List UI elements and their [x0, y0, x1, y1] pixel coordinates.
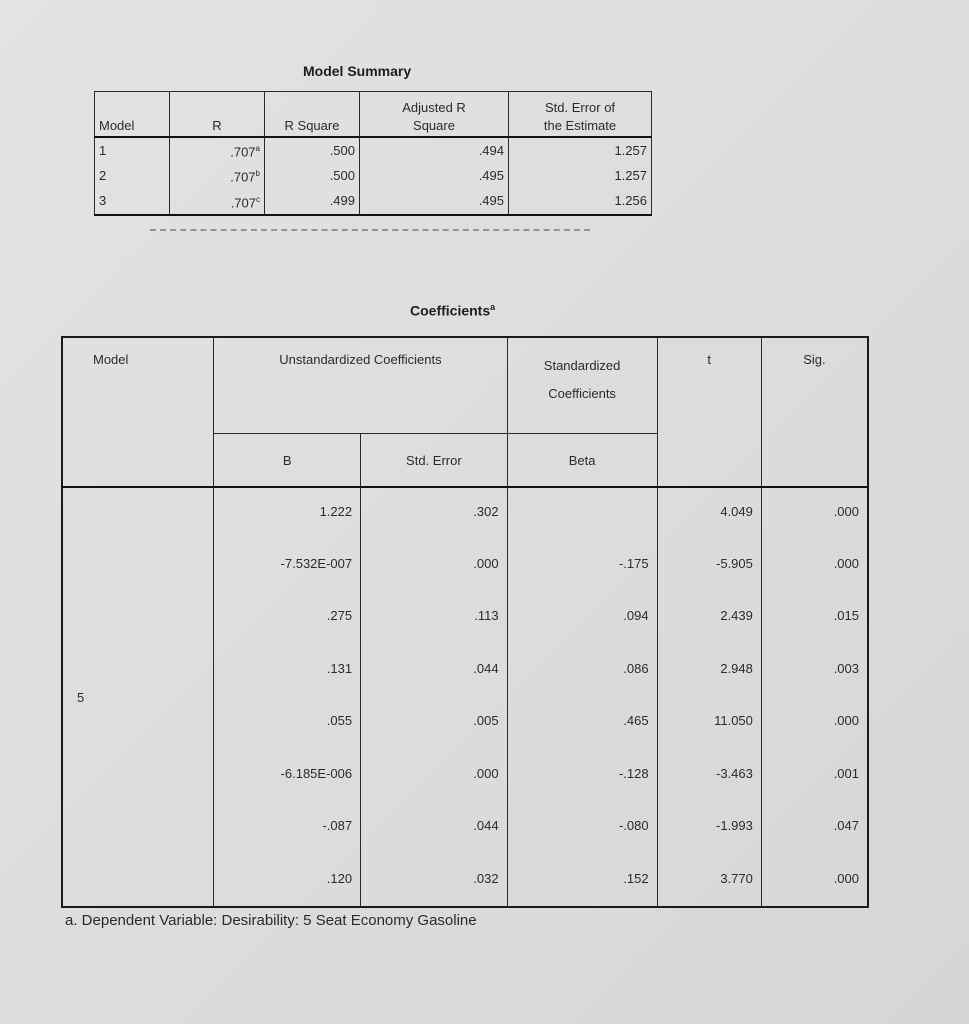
header-std-error-estimate: [509, 92, 652, 138]
coef-header-unstandardized: [214, 337, 507, 434]
coef-header-standardized-line2: Coefficients: [548, 386, 616, 401]
coef-t-cell: -1.993: [657, 802, 761, 855]
coef-se-cell: .302: [361, 487, 508, 540]
coef-t-cell: 11.050: [657, 697, 761, 750]
header-std-error-line1: Std. Error of: [544, 100, 616, 115]
model-summary-row: [95, 137, 652, 163]
ms-model-cell: 2: [95, 163, 170, 188]
ms-r-value: .707: [230, 169, 256, 185]
coef-b-cell: .275: [214, 592, 361, 645]
coef-sig-cell: .000: [761, 487, 868, 540]
coef-sig-cell: .001: [761, 750, 868, 803]
header-model: [95, 92, 170, 138]
coef-beta-cell: -.128: [507, 750, 657, 803]
ms-adj-cell: .495: [360, 163, 509, 188]
model-summary-title: Model Summary: [303, 63, 412, 79]
dependent-variable-footnote: a. Dependent Variable: Desirability: 5 Seat Economy Gasoline: [65, 912, 477, 929]
ms-r-value: .707: [230, 144, 256, 160]
header-adjusted-r-square-line2: Square: [413, 118, 455, 133]
coefficients-title-text: Coefficients: [410, 302, 491, 319]
coef-b-cell: .120: [214, 855, 361, 908]
coef-header-std-error-label: Std. Error: [406, 452, 462, 468]
coef-beta-cell: -.080: [507, 802, 657, 855]
coef-header-beta: [507, 434, 657, 488]
ms-r-value: .707: [230, 194, 256, 210]
coef-header-unstandardized-label: Unstandardized Coefficients: [279, 352, 442, 367]
coef-beta-cell: .086: [507, 645, 657, 698]
coef-se-cell: .005: [361, 697, 508, 750]
coef-beta-cell: .152: [507, 855, 657, 908]
ms-model-cell: 3: [95, 189, 170, 215]
coef-beta-cell: .094: [507, 592, 657, 645]
ms-model-cell: 1: [95, 137, 170, 163]
coef-header-beta-label: Beta: [568, 452, 596, 468]
coef-b-cell: -6.185E-006: [214, 750, 361, 803]
coef-header-model: [62, 337, 214, 487]
coef-header-standardized: [507, 337, 657, 434]
coef-header-row-1: [62, 337, 868, 434]
coef-se-cell: .044: [361, 802, 508, 855]
coef-t-cell: 2.948: [657, 645, 761, 698]
coef-b-cell: .055: [214, 697, 361, 750]
ms-r-square-cell: .499: [265, 189, 360, 215]
coef-beta-cell: [507, 487, 657, 540]
ms-r-footnote-mark: c: [256, 194, 260, 204]
coef-se-cell: .113: [361, 592, 508, 645]
model-summary-header-row: [95, 92, 652, 138]
ms-r-footnote-mark: a: [255, 144, 260, 153]
header-adjusted-r-square: [360, 92, 509, 138]
coef-header-standardized-line1: Standardized: [543, 358, 621, 373]
ms-adj-cell: .495: [360, 189, 509, 215]
coefficients-title-footnote-mark: a: [490, 302, 496, 312]
ms-r-cell: [170, 189, 265, 215]
header-r-square-label: R Square: [284, 118, 340, 133]
coef-beta-cell: -.175: [507, 540, 657, 593]
coef-header-b-label: B: [282, 452, 292, 468]
coef-b-cell: -7.532E-007: [214, 540, 361, 593]
coef-se-cell: .032: [361, 855, 508, 908]
header-std-error-line2: the Estimate: [543, 118, 617, 133]
coef-t-cell: 2.439: [657, 592, 761, 645]
header-adjusted-r-square-line1: Adjusted R: [402, 100, 466, 115]
ms-r-cell: [170, 163, 265, 188]
ms-r-square-cell: .500: [265, 163, 360, 188]
ms-se-cell: 1.257: [509, 137, 652, 163]
coef-se-cell: .000: [361, 540, 508, 593]
coef-sig-cell: .000: [761, 697, 868, 750]
coef-b-cell: .131: [214, 645, 361, 698]
ms-se-cell: 1.256: [509, 189, 652, 215]
header-r-label: R: [212, 118, 222, 133]
coef-t-cell: -5.905: [657, 540, 761, 593]
coef-t-cell: 3.770: [657, 855, 761, 908]
coef-sig-cell: .000: [761, 540, 868, 593]
model-summary-row: [95, 163, 652, 188]
coef-sig-cell: .003: [761, 645, 868, 698]
coefficients-table: [61, 336, 869, 908]
coef-b-cell: 1.222: [214, 487, 361, 540]
coefficients-title: [410, 302, 495, 319]
coef-header-sig: [761, 337, 868, 487]
ms-r-square-cell: .500: [265, 137, 360, 163]
ms-se-cell: 1.257: [509, 163, 652, 188]
coef-header-t: [657, 337, 761, 487]
coef-header-b: [214, 434, 361, 488]
model-summary-row: [95, 189, 652, 215]
header-r-square: [265, 92, 360, 138]
coef-t-cell: -3.463: [657, 750, 761, 803]
ms-adj-cell: .494: [360, 137, 509, 163]
header-r: [170, 92, 265, 138]
header-model-label: Model: [99, 118, 135, 133]
ms-r-footnote-mark: b: [255, 169, 260, 179]
coef-row: [62, 487, 868, 540]
coef-model-cell: 5: [62, 487, 214, 907]
coef-header-model-label: Model: [93, 352, 129, 367]
model-summary-table: [94, 91, 652, 216]
coef-sig-cell: .047: [761, 802, 868, 855]
coef-se-cell: .000: [361, 750, 508, 803]
coef-beta-cell: .465: [507, 697, 657, 750]
truncated-footnote-line: [150, 229, 590, 234]
coef-se-cell: .044: [361, 645, 508, 698]
coef-b-cell: -.087: [214, 802, 361, 855]
coef-sig-cell: .015: [761, 592, 868, 645]
coef-header-t-label: t: [707, 352, 712, 367]
coef-header-sig-label: Sig.: [803, 352, 826, 367]
coef-header-std-error: [361, 434, 508, 488]
coef-sig-cell: .000: [761, 855, 868, 908]
ms-r-cell: [170, 137, 265, 163]
coef-t-cell: 4.049: [657, 487, 761, 540]
